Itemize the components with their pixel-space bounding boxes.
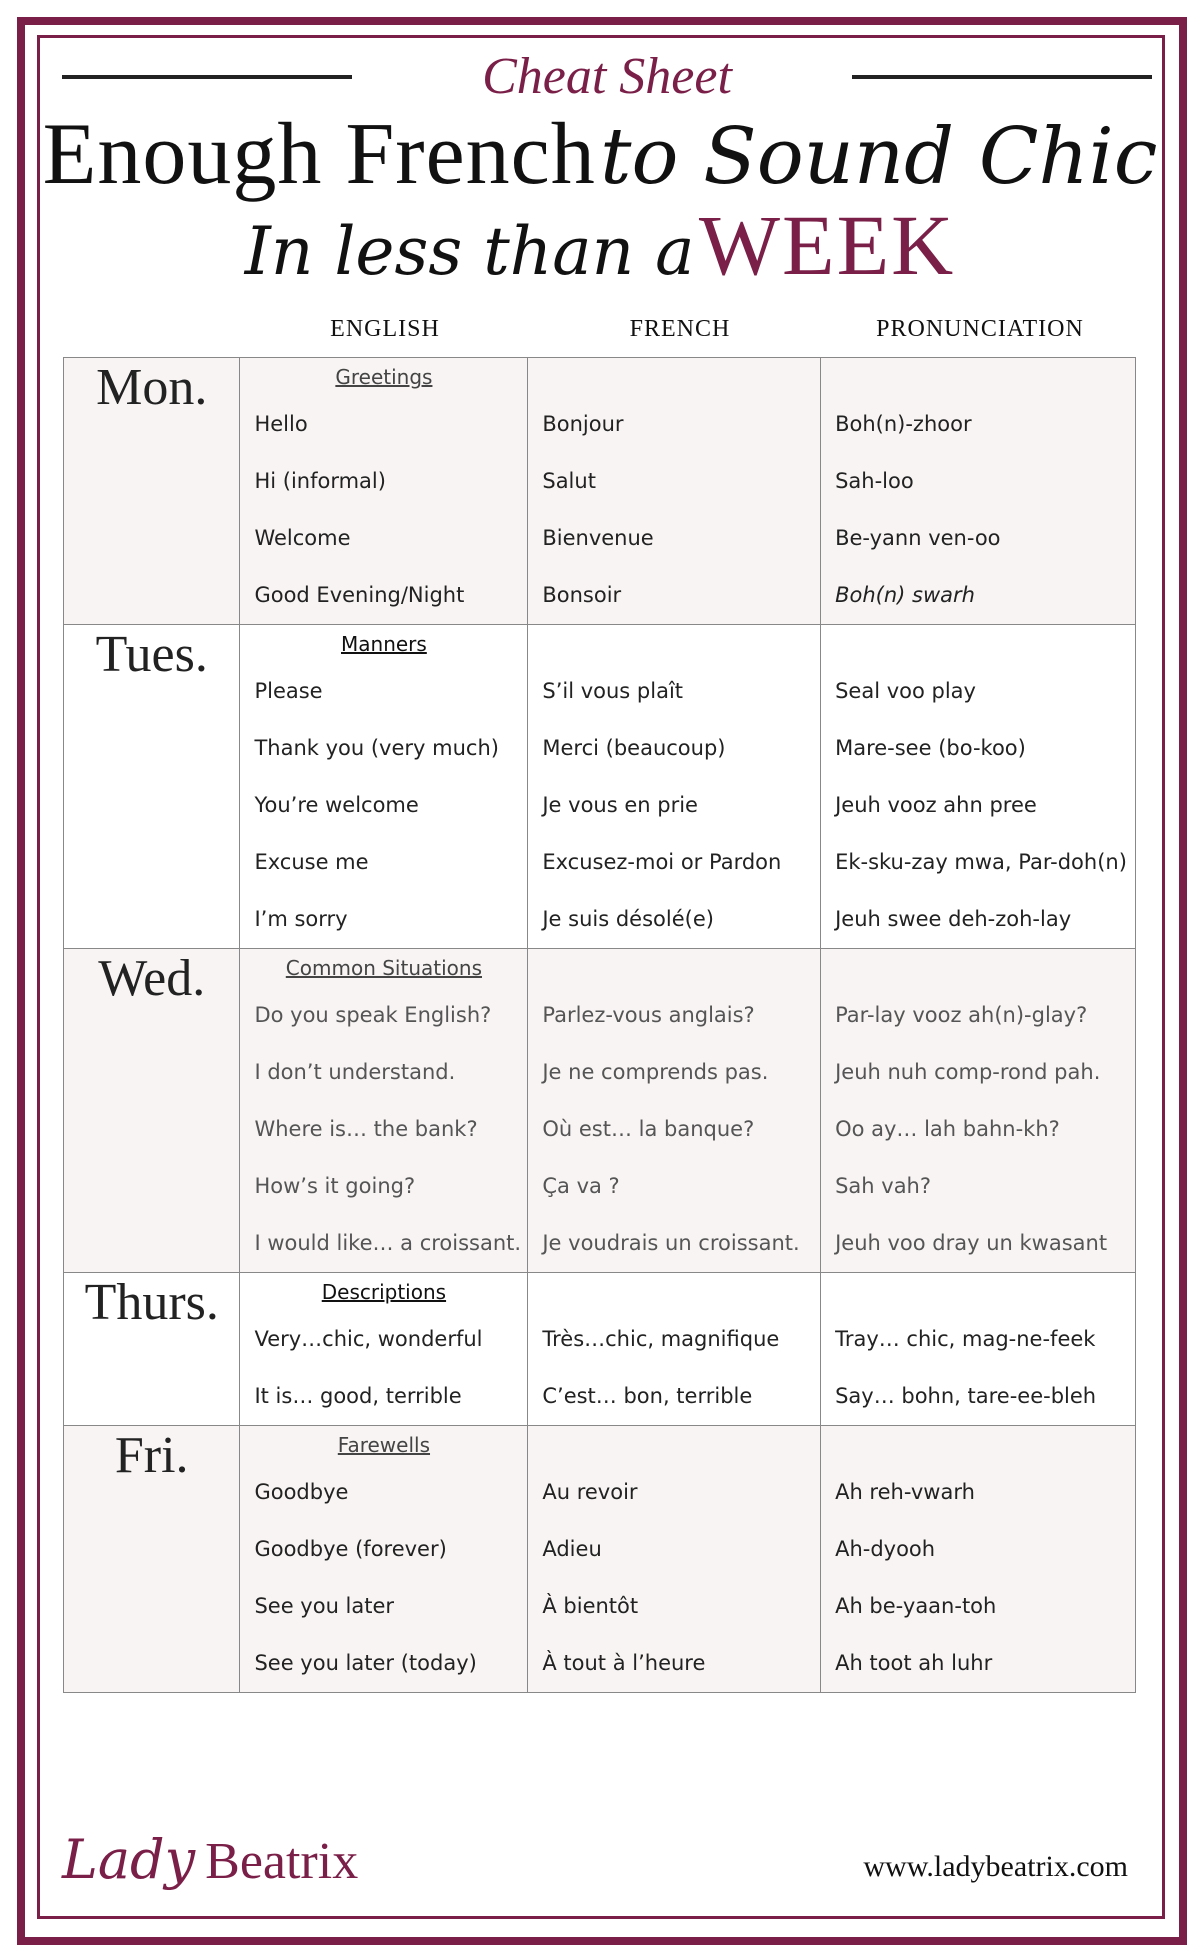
english-phrase: Please [254, 679, 323, 703]
pronunciation-text: Jeuh swee deh-zoh-lay [835, 907, 1072, 931]
subheadline-week: WEEK [698, 197, 956, 293]
pronunciation-text: Ah reh-vwarh [835, 1480, 975, 1504]
day-row-mon [64, 358, 1136, 625]
french-cell [528, 358, 821, 625]
english-phrase: I don’t understand. [254, 1060, 456, 1084]
day-label: Thurs. [64, 1273, 240, 1426]
english-phrase: How’s it going? [254, 1174, 416, 1198]
pronunciation-cell [821, 949, 1136, 1273]
french-phrase: Parlez-vous anglais? [542, 1003, 755, 1027]
category-heading: Greetings [335, 365, 433, 389]
day-row-thurs [64, 1273, 1136, 1426]
english-cell [240, 949, 528, 1273]
headline-roman: Enough French [42, 106, 596, 203]
pronunciation-cell [821, 625, 1136, 949]
french-phrase: Au revoir [542, 1480, 638, 1504]
french-phrase: À bientôt [542, 1594, 639, 1618]
french-phrase: Bonjour [542, 412, 624, 436]
english-phrase: See you later [254, 1594, 395, 1618]
category-heading: Common Situations [285, 956, 482, 980]
category-heading: Farewells [337, 1433, 431, 1457]
pronunciation-text: Say… bohn, tare-ee-bleh [835, 1384, 1097, 1408]
day-label: Mon. [64, 358, 240, 625]
day-label: Tues. [64, 625, 240, 949]
category-heading: Manners [341, 632, 427, 656]
pronunciation-text: Seal voo play [835, 679, 976, 703]
subheadline [0, 195, 1200, 320]
french-cell [528, 625, 821, 949]
english-phrase: Welcome [254, 526, 351, 550]
brand-roman: Beatrix [205, 1833, 359, 1890]
french-cell [528, 1426, 821, 1693]
phrase-table [63, 357, 1136, 1693]
day-row-tues [64, 625, 1136, 949]
french-phrase: Excusez-moi or Pardon [542, 850, 782, 874]
pronunciation-cell [821, 1426, 1136, 1693]
french-cell [528, 1273, 821, 1426]
pronunciation-text: Ah-dyooh [835, 1537, 936, 1561]
website-url[interactable]: www.ladybeatrix.com [863, 1850, 1128, 1883]
french-phrase: Merci (beaucoup) [542, 736, 726, 760]
day-row-fri [64, 1426, 1136, 1693]
pronunciation-text: Jeuh nuh comp-rond pah. [835, 1060, 1101, 1084]
english-phrase: I’m sorry [254, 907, 348, 931]
english-cell [240, 1426, 528, 1693]
english-phrase: Goodbye [254, 1480, 349, 1504]
english-phrase: Good Evening/Night [254, 583, 465, 607]
english-phrase: I would like… a croissant. [254, 1231, 522, 1255]
french-phrase: Je suis désolé(e) [542, 907, 714, 931]
french-phrase: Salut [542, 469, 596, 493]
english-cell [240, 625, 528, 949]
french-phrase: Adieu [542, 1537, 602, 1561]
pronunciation-text: Boh(n) swarh [835, 583, 975, 607]
french-phrase: Bonsoir [542, 583, 622, 607]
pronunciation-text: Mare-see (bo-koo) [835, 736, 1026, 760]
day-row-wed [64, 949, 1136, 1273]
french-phrase: Bienvenue [542, 526, 654, 550]
column-header-pronunciation: PRONUNCIATION [876, 316, 1084, 342]
brand-script: Lady [62, 1828, 196, 1891]
english-phrase: You’re welcome [254, 793, 419, 817]
pronunciation-text: Jeuh vooz ahn pree [835, 793, 1037, 817]
french-phrase: À tout à l’heure [542, 1651, 706, 1675]
column-header-english: ENGLISH [330, 316, 440, 342]
pronunciation-text: Ah be-yaan-toh [835, 1594, 997, 1618]
day-label: Wed. [64, 949, 240, 1273]
french-cell [528, 949, 821, 1273]
brand-logo [62, 1820, 358, 1914]
pronunciation-cell [821, 1273, 1136, 1426]
english-phrase: Where is… the bank? [254, 1117, 478, 1141]
banner-rule-right [852, 75, 1152, 79]
english-phrase: Excuse me [254, 850, 369, 874]
french-phrase: Très…chic, magnifique [542, 1327, 780, 1351]
french-phrase: C’est… bon, terrible [542, 1384, 753, 1408]
pronunciation-cell [821, 358, 1136, 625]
english-phrase: Very…chic, wonderful [254, 1327, 483, 1351]
english-phrase: Do you speak English? [254, 1003, 492, 1027]
headline-script: to Sound Chic [600, 112, 1158, 202]
english-phrase: Thank you (very much) [254, 736, 499, 760]
day-label: Fri. [64, 1426, 240, 1693]
category-heading: Descriptions [321, 1280, 447, 1304]
french-phrase: Ça va ? [542, 1174, 620, 1198]
french-phrase: S’il vous plaît [542, 679, 684, 703]
pronunciation-text: Sah-loo [835, 469, 914, 493]
english-phrase: Hi (informal) [254, 469, 386, 493]
pronunciation-text: Boh(n)-zhoor [835, 412, 972, 436]
french-phrase: Je voudrais un croissant. [542, 1231, 800, 1255]
french-phrase: Je ne comprends pas. [542, 1060, 769, 1084]
column-header-french: FRENCH [629, 316, 731, 342]
pronunciation-text: Ah toot ah luhr [835, 1651, 993, 1675]
english-phrase: It is… good, terrible [254, 1384, 462, 1408]
pronunciation-text: Sah vah? [835, 1174, 932, 1198]
french-phrase: Je vous en prie [542, 793, 698, 817]
pronunciation-text: Tray… chic, mag-ne-feek [835, 1327, 1096, 1351]
english-phrase: See you later (today) [254, 1651, 477, 1675]
english-cell [240, 1273, 528, 1426]
english-phrase: Hello [254, 412, 308, 436]
pronunciation-text: Jeuh voo dray un kwasant [835, 1231, 1108, 1255]
cheat-sheet-label: Cheat Sheet [482, 48, 732, 105]
pronunciation-text: Ek-sku-zay mwa, Par-doh(n) [835, 850, 1127, 874]
french-phrase: Où est… la banque? [542, 1117, 755, 1141]
pronunciation-text: Oo ay… lah bahn-kh? [835, 1117, 1060, 1141]
subheadline-script: In less than a [244, 213, 695, 290]
english-phrase: Goodbye (forever) [254, 1537, 447, 1561]
pronunciation-text: Be-yann ven-oo [835, 526, 1001, 550]
pronunciation-text: Par-lay vooz ah(n)-glay? [835, 1003, 1088, 1027]
english-cell [240, 358, 528, 625]
